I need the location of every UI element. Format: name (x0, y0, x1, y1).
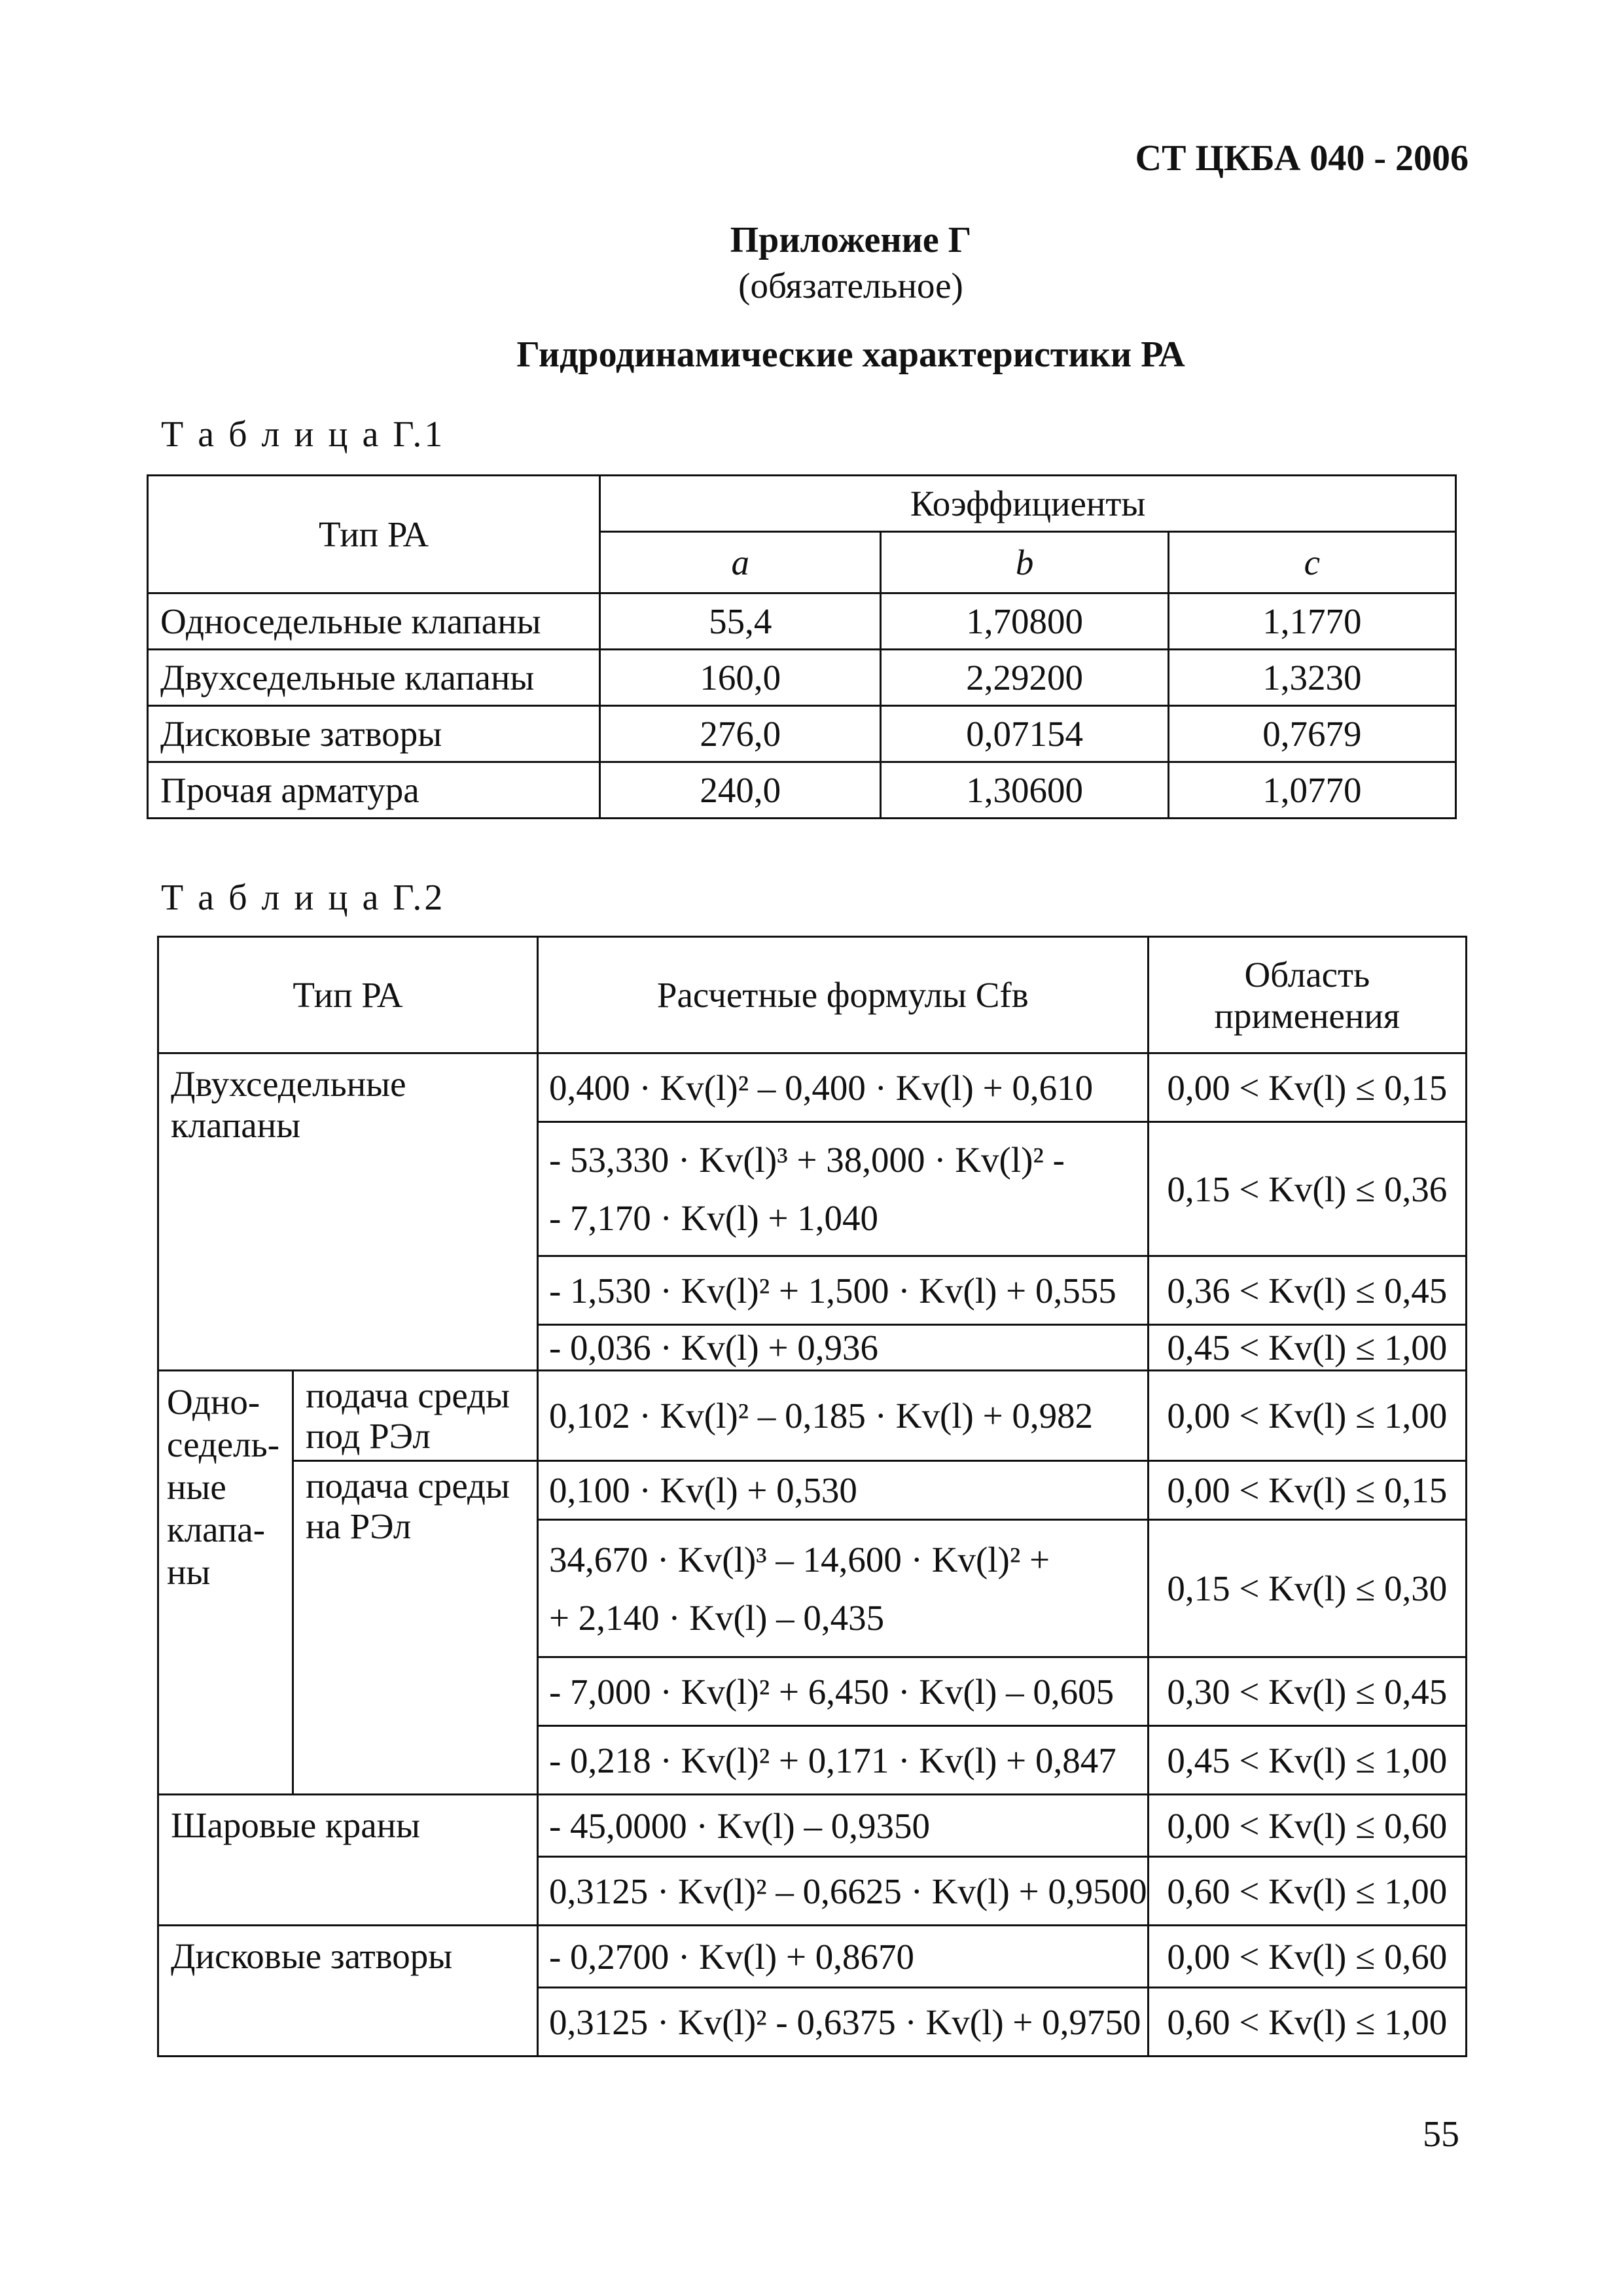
range-cell: 0,60 < Kv(l) ≤ 1,00 (1148, 1988, 1466, 2057)
table2-header-formula: Расчетные формулы Cfв (537, 937, 1148, 1053)
table-g2 (157, 936, 1467, 2057)
formula-cell: - 45,0000 · Kv(l) – 0,9350 (537, 1795, 1148, 1857)
table1-header-b: b (881, 532, 1168, 593)
range-cell: 0,00 < Kv(l) ≤ 1,00 (1148, 1371, 1466, 1461)
cell-a: 55,4 (600, 593, 881, 650)
cell-a: 160,0 (600, 650, 881, 706)
formula-cell: - 7,000 · Kv(l)² + 6,450 · Kv(l) – 0,605 (537, 1657, 1148, 1726)
formula-cell: - 1,530 · Kv(l)² + 1,500 · Kv(l) + 0,555 (537, 1256, 1148, 1325)
formula-cell: 0,102 · Kv(l)² – 0,185 · Kv(l) + 0,982 (537, 1371, 1148, 1461)
subgroup-feed-over: подача среды на РЭл (293, 1461, 538, 1795)
table-row (148, 593, 1456, 650)
range-cell: 0,00 < Kv(l) ≤ 0,15 (1148, 1053, 1466, 1122)
subgroup-feed-under: подача среды под РЭл (293, 1371, 538, 1461)
formula-cell: 0,400 · Kv(l)² – 0,400 · Kv(l) + 0,610 (537, 1053, 1148, 1122)
formula-cell: - 0,218 · Kv(l)² + 0,171 · Kv(l) + 0,847 (537, 1726, 1148, 1795)
appendix-title: Приложение Г (730, 220, 972, 260)
table-g1 (147, 474, 1457, 819)
cell-c: 1,1770 (1168, 593, 1455, 650)
formula-cell: - 0,2700 · Kv(l) + 0,8670 (537, 1926, 1148, 1988)
page-number: 55 (1423, 2114, 1459, 2155)
group-single-seat: Одно-седель-ные клапа-ны (158, 1371, 293, 1795)
appendix-heading: Гидродинамические характеристики РА (516, 334, 1185, 375)
cell-a: 276,0 (600, 706, 881, 762)
appendix-subtitle: (обязательное) (738, 266, 963, 306)
table1-caption: Т а б л и ц а Г.1 (161, 414, 446, 455)
formula-cell (537, 1122, 1148, 1256)
table2-caption: Т а б л и ц а Г.2 (161, 877, 446, 918)
table2-header-area: Область применения (1148, 937, 1466, 1053)
cell-type: Дисковые затворы (148, 706, 600, 762)
range-cell: 0,45 < Kv(l) ≤ 1,00 (1148, 1325, 1466, 1371)
cell-type: Двухседельные клапаны (148, 650, 600, 706)
range-cell: 0,00 < Kv(l) ≤ 0,60 (1148, 1926, 1466, 1988)
formula-line: 34,670 · Kv(l)³ – 14,600 · Kv(l)² + (548, 1539, 1050, 1580)
formula-cell: 0,3125 · Kv(l)² – 0,6625 · Kv(l) + 0,9500 (537, 1857, 1148, 1926)
cell-c: 0,7679 (1168, 706, 1455, 762)
range-cell: 0,30 < Kv(l) ≤ 0,45 (1148, 1657, 1466, 1726)
range-cell: 0,00 < Kv(l) ≤ 0,15 (1148, 1461, 1466, 1520)
formula-cell: - 0,036 · Kv(l) + 0,936 (537, 1325, 1148, 1371)
range-cell: 0,36 < Kv(l) ≤ 0,45 (1148, 1256, 1466, 1325)
table1-header-c: c (1168, 532, 1455, 593)
range-cell: 0,15 < Kv(l) ≤ 0,30 (1148, 1520, 1466, 1657)
formula-cell: 0,100 · Kv(l) + 0,530 (537, 1461, 1148, 1520)
cell-b: 0,07154 (881, 706, 1168, 762)
formula-line: - 7,170 · Kv(l) + 1,040 (548, 1198, 878, 1238)
cell-type: Прочая арматура (148, 762, 600, 819)
range-cell: 0,45 < Kv(l) ≤ 1,00 (1148, 1726, 1466, 1795)
document-code: СТ ЦКБА 040 - 2006 (1135, 138, 1469, 179)
cell-b: 1,70800 (881, 593, 1168, 650)
cell-type: Односедельные клапаны (148, 593, 600, 650)
formula-cell: 0,3125 · Kv(l)² - 0,6375 · Kv(l) + 0,9750 (537, 1988, 1148, 2057)
table-row (148, 706, 1456, 762)
range-cell: 0,15 < Kv(l) ≤ 0,36 (1148, 1122, 1466, 1256)
range-cell: 0,00 < Kv(l) ≤ 0,60 (1148, 1795, 1466, 1857)
table1-header-coeffs: Коэффициенты (600, 476, 1456, 532)
formula-cell (537, 1520, 1148, 1657)
table1-header-type: Тип РА (148, 476, 600, 593)
group-double-seat: Двухседельные клапаны (158, 1053, 538, 1371)
cell-a: 240,0 (600, 762, 881, 819)
cell-b: 1,30600 (881, 762, 1168, 819)
table2-header-type: Тип РА (158, 937, 538, 1053)
cell-c: 1,3230 (1168, 650, 1455, 706)
cell-b: 2,29200 (881, 650, 1168, 706)
formula-line: - 53,330 · Kv(l)³ + 38,000 · Kv(l)² - (548, 1140, 1065, 1180)
group-disc-valves: Дисковые затворы (158, 1926, 538, 2057)
cell-c: 1,0770 (1168, 762, 1455, 819)
table1-header-a: a (600, 532, 881, 593)
group-ball-valves: Шаровые краны (158, 1795, 538, 1926)
formula-line: + 2,140 · Kv(l) – 0,435 (548, 1597, 885, 1638)
table-row (148, 762, 1456, 819)
range-cell: 0,60 < Kv(l) ≤ 1,00 (1148, 1857, 1466, 1926)
table-row (148, 650, 1456, 706)
